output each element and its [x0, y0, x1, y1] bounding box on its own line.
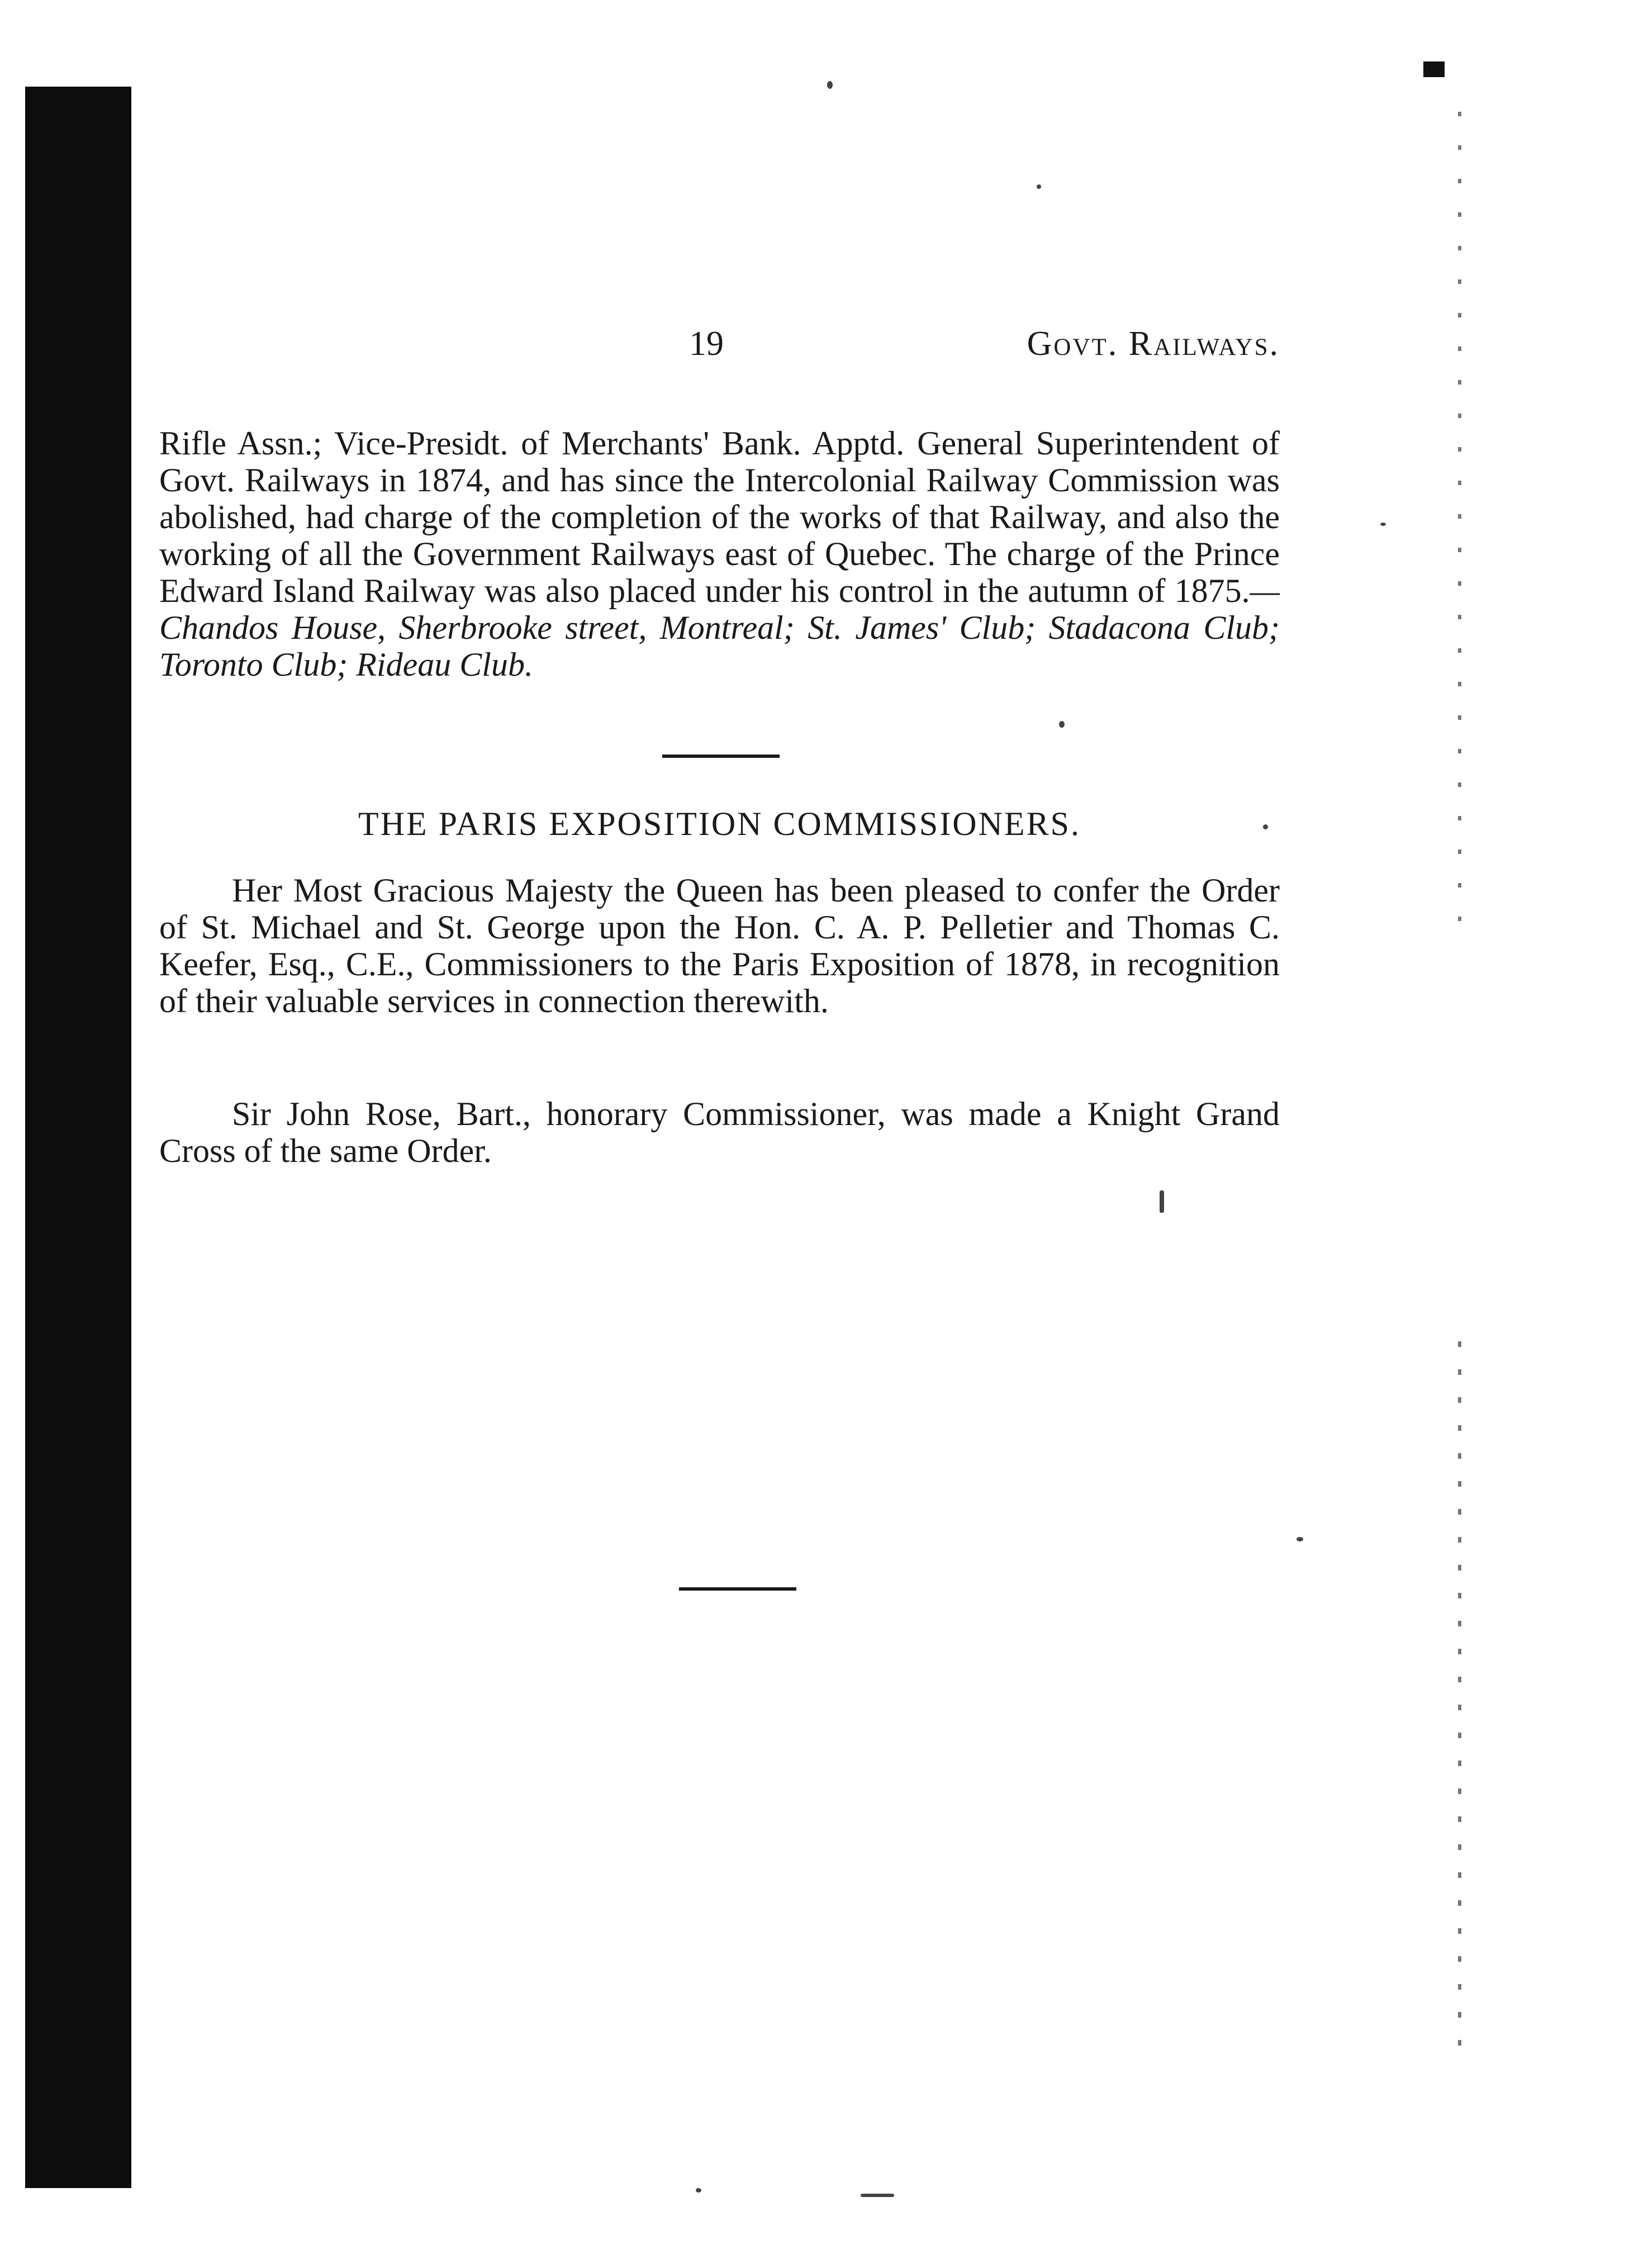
section-divider — [662, 755, 780, 758]
section-title: THE PARIS EXPOSITION COMMISSIONERS. — [358, 805, 1081, 842]
scan-speck — [1160, 1190, 1164, 1213]
scan-speck — [1380, 523, 1386, 526]
scan-corner-mark — [1423, 61, 1445, 77]
scan-speck — [696, 2188, 701, 2193]
scan-edge-dots — [1458, 1341, 1461, 2068]
running-section-title: Govt. Railways. — [1027, 325, 1280, 363]
end-divider — [679, 1587, 796, 1591]
paragraph: Her Most Gracious Majesty the Queen has been pleased to confer the Order of St. Michael and St. George upon the Hon. C. A. P. Pelletier and Thomas C. Keefer, Esq., C.E., Commissioners to the Paris Exposition of 1878, in recognition of their valuable services in connection therewith. — [159, 872, 1280, 1019]
scan-speck — [827, 81, 833, 89]
scan-speck — [861, 2194, 894, 2197]
page-number: 19 — [689, 325, 724, 363]
page-binding-edge — [25, 87, 131, 2188]
biography-text: Rifle Assn.; Vice-Presidt. of Merchants' Bank. Apptd. General Superintendent of Govt. Railways in 1874, and has since the Intercolonial Railway Commission was abolished, had charge of the completion of the works of that Railway, and also the working of all the Government Railways east of Quebec. The charge of the Prince Edward Island Railway was also placed under his control in the autumn of 1875. — [159, 425, 1280, 609]
residence-and-clubs: —Chandos House, Sherbrooke street, Montreal; St. James' Club; Stadacona Club; Toronto Club; Rideau Club. — [159, 572, 1280, 683]
scan-edge-dots — [1458, 112, 1461, 950]
continued-biography — [159, 425, 1280, 683]
running-head — [159, 324, 1280, 369]
scan-speck — [1059, 721, 1065, 728]
paragraph: Sir John Rose, Bart., honorary Commissioner, was made a Knight Grand Cross of the same Order. — [159, 1095, 1280, 1169]
scan-speck — [1296, 1537, 1303, 1541]
scan-speck — [1037, 184, 1041, 189]
